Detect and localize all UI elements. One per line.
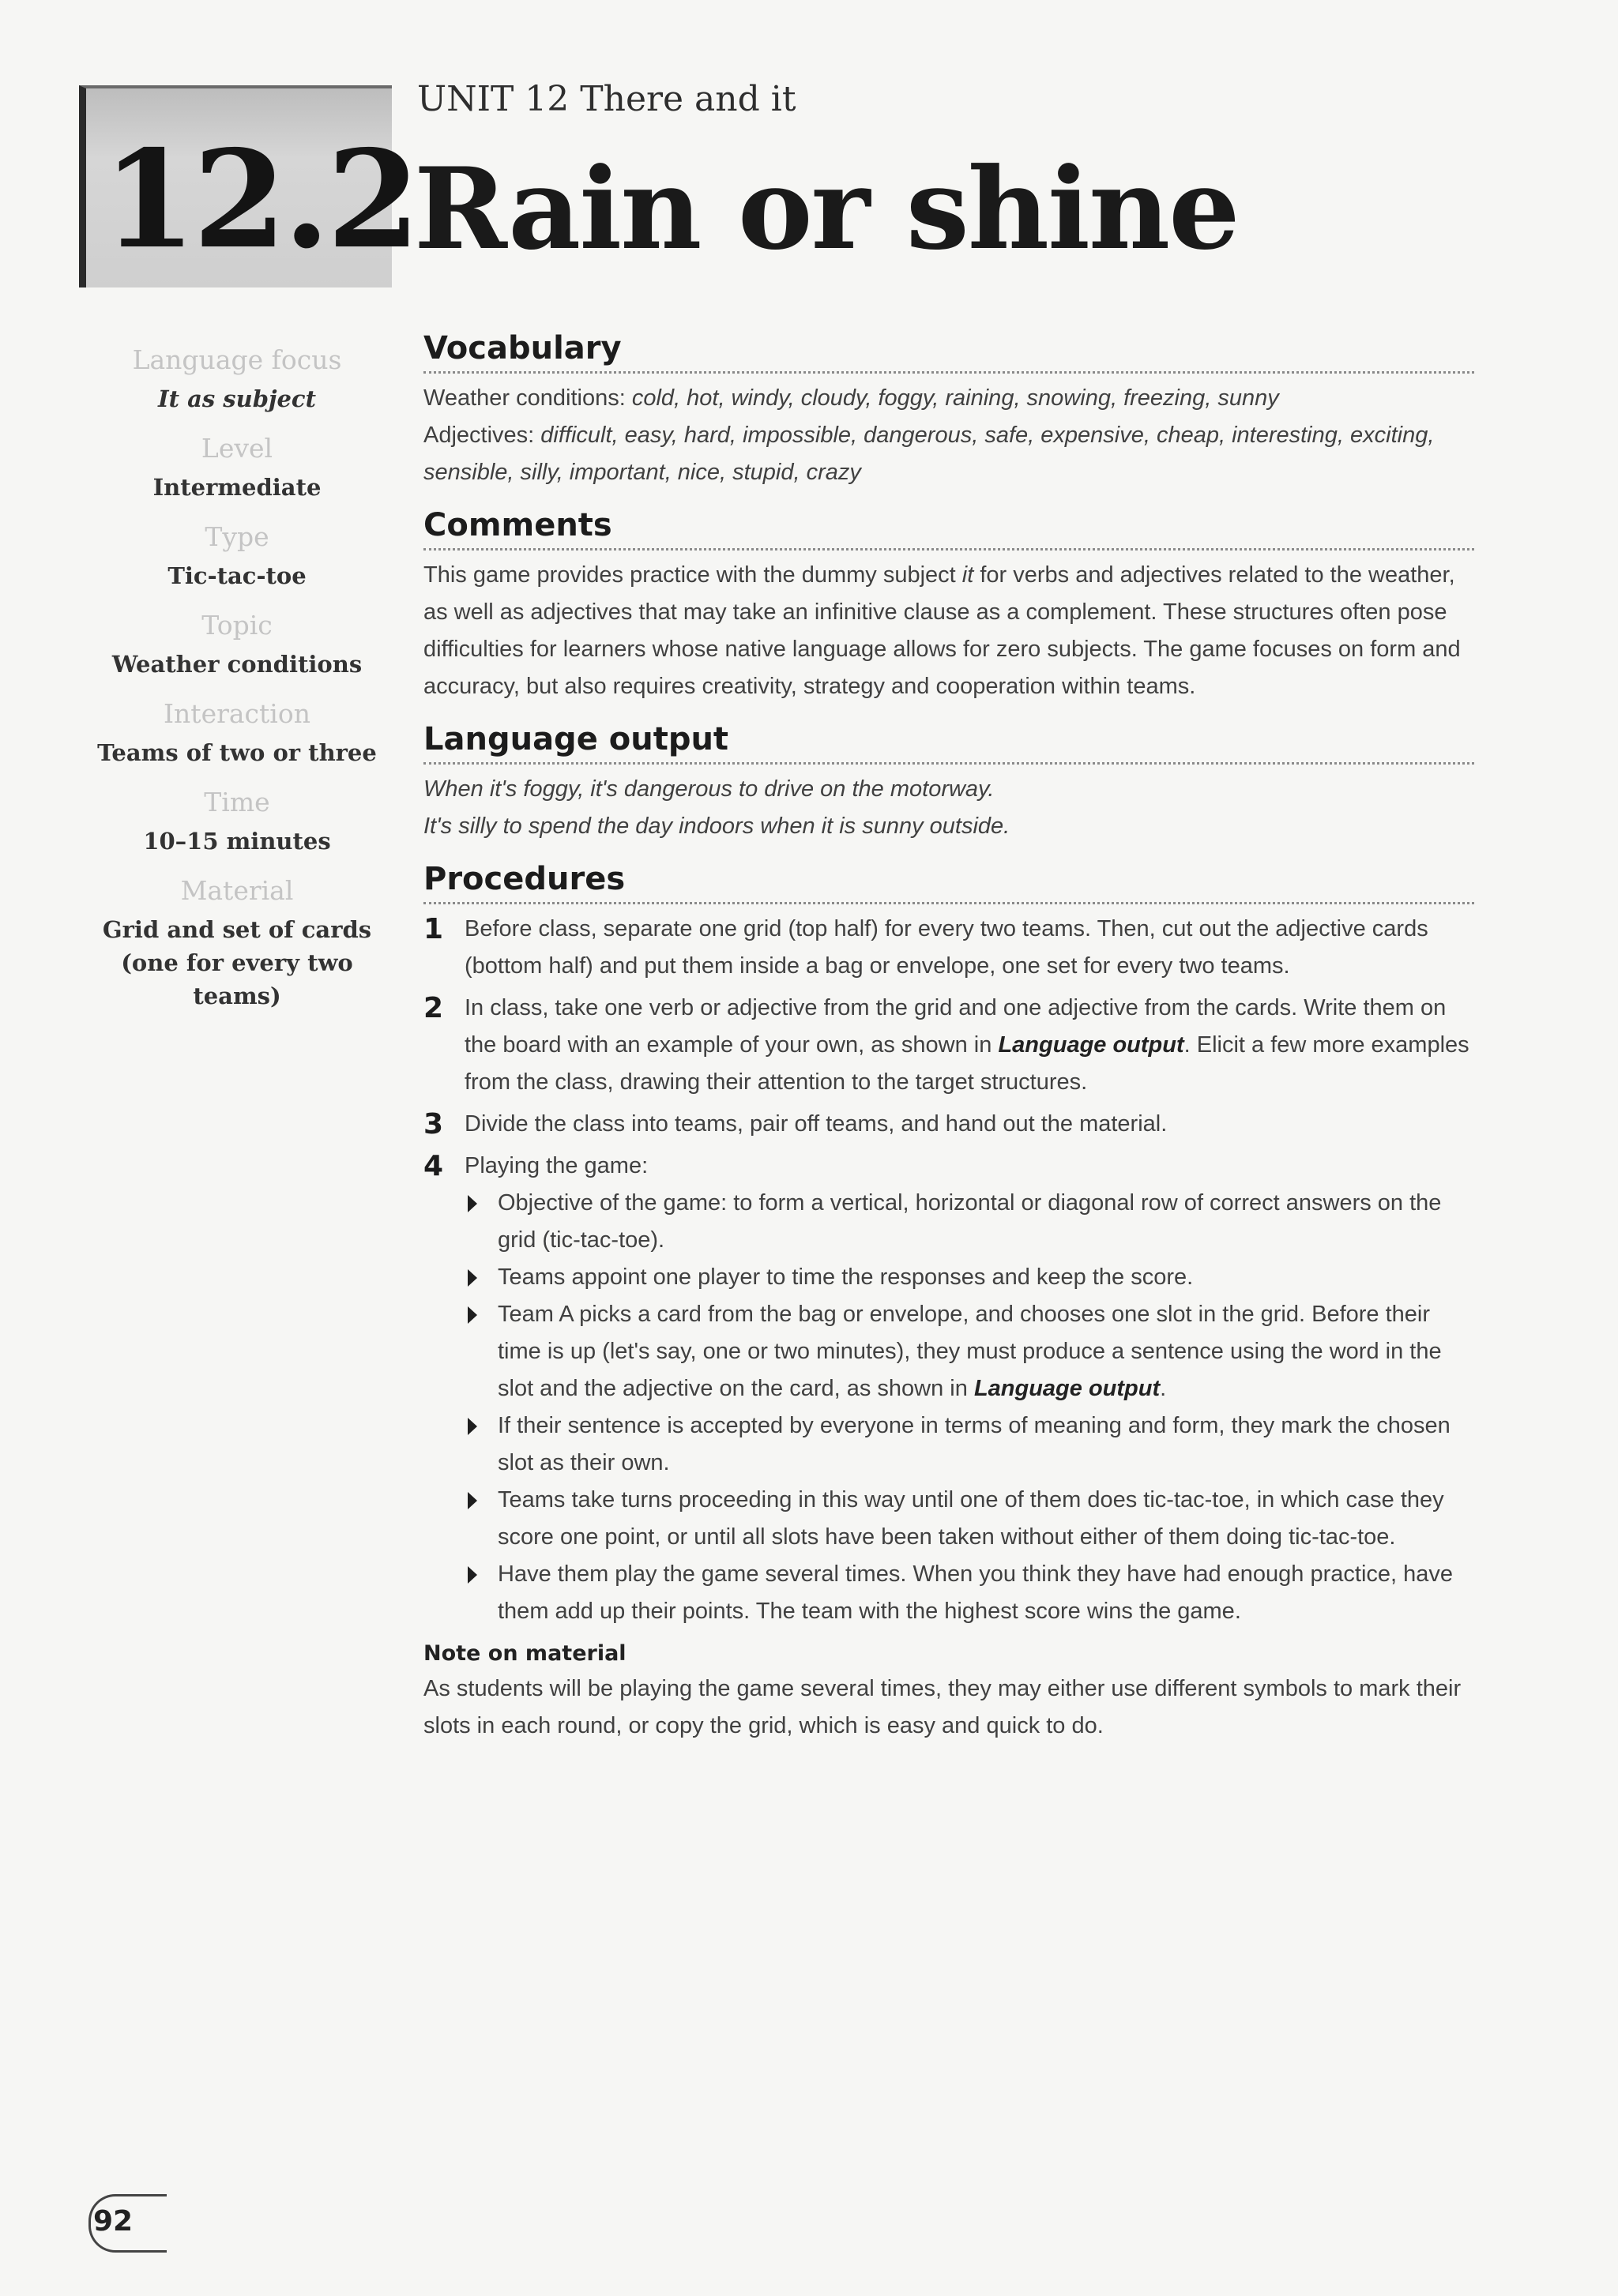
game-rule xyxy=(465,1556,1474,1630)
vocabulary-weather xyxy=(423,380,1474,417)
game-rule xyxy=(465,1407,1474,1482)
sidebar-value-time: 10–15 minutes xyxy=(143,828,331,855)
example-sentence: It's silly to spend the day indoors when it is sunny outside. xyxy=(423,814,1010,839)
info-sidebar xyxy=(85,338,389,1024)
comments-text xyxy=(423,557,1474,705)
game-rule xyxy=(465,1296,1474,1407)
main-content xyxy=(423,330,1474,1761)
triangle-bullet-icon xyxy=(468,1566,477,1584)
language-output-heading: Language output xyxy=(423,721,1474,765)
rule-text: If their sentence is accepted by everyone in terms of meaning and form, they mark the chosen slot as their own. xyxy=(498,1413,1451,1475)
procedure-step xyxy=(423,1148,1474,1630)
page-number: 92 xyxy=(93,2205,134,2238)
rule-text: Have them play the game several times. When you think they have had enough practice, have them add up their points. The team with the highest score wins the game. xyxy=(498,1561,1454,1624)
sidebar-value-interaction: Teams of two or three xyxy=(97,739,377,766)
step-text: . Elicit a few more examples from the class, drawing their attention to the target structures. xyxy=(465,1032,1469,1095)
comments-heading: Comments xyxy=(423,507,1474,551)
procedure-step xyxy=(423,1106,1474,1143)
note-heading: Note on material xyxy=(423,1641,627,1666)
step-number: 2 xyxy=(423,992,444,1024)
game-rule xyxy=(465,1482,1474,1556)
sidebar-label-topic: Topic xyxy=(201,610,273,641)
sidebar-label-time: Time xyxy=(204,787,270,817)
sidebar-label-language-focus: Language focus xyxy=(132,344,342,375)
rule-text: . xyxy=(1160,1376,1167,1401)
game-rules-list xyxy=(465,1185,1474,1630)
triangle-bullet-icon xyxy=(468,1306,477,1324)
game-rule xyxy=(465,1259,1474,1296)
rule-text: Teams take turns proceeding in this way until one of them does tic-tac-toe, in which case they score one point, or until all slots have been taken without either of them doing tic-tac-toe. xyxy=(498,1487,1444,1550)
step-text: Before class, separate one grid (top half) for every two teams. Then, cut out the adjective cards (bottom half) and put them inside a bag or envelope, one set for every two teams. xyxy=(465,916,1428,979)
triangle-bullet-icon xyxy=(468,1492,477,1509)
adjectives-words: difficult, easy, hard, impossible, dangerous, safe, expensive, cheap, interesting, exciting, sensible, silly, important, nice, stupid, crazy xyxy=(423,423,1435,485)
language-output-reference: Language output xyxy=(998,1032,1184,1058)
unit-line: UNIT 12 There and it xyxy=(417,79,796,119)
triangle-bullet-icon xyxy=(468,1195,477,1212)
procedure-steps xyxy=(423,911,1474,1630)
comments-text-part: for verbs and adjectives related to the weather, as well as adjectives that may take an infinitive clause as a complement. These structures often pose difficulties for learners whose native language allows for zero subjects. The game focuses on form and accuracy, but also requires creativity, strategy and cooperation within teams. xyxy=(423,562,1461,699)
procedures-heading: Procedures xyxy=(423,861,1474,904)
example-sentence: When it's foggy, it's dangerous to drive on the motorway. xyxy=(423,776,995,802)
sidebar-value-language-focus xyxy=(85,382,389,415)
weather-prefix: Weather conditions: xyxy=(423,385,626,411)
note-text: As students will be playing the game several times, they may either use different symbols to mark their slots in each round, or copy the grid, which is easy and quick to do. xyxy=(423,1676,1462,1738)
sidebar-value-type: Tic-tac-toe xyxy=(167,562,307,589)
sidebar-value-level: Intermediate xyxy=(152,474,322,501)
rule-text: Team A picks a card from the bag or envelope, and chooses one slot in the grid. Before their time is up (let's say, one or two minutes), they must produce a sentence using the word in the slot and the adjective on the card, as shown in xyxy=(498,1302,1442,1401)
step-number: 3 xyxy=(423,1108,444,1140)
rule-text: Teams appoint one player to time the responses and keep the score. xyxy=(498,1264,1194,1290)
procedure-step xyxy=(423,911,1474,985)
step-number: 4 xyxy=(423,1150,444,1182)
step-text: Playing the game: xyxy=(465,1153,649,1178)
rule-text: Objective of the game: to form a vertical, horizontal or diagonal row of correct answers on the grid (tic-tac-toe). xyxy=(498,1190,1442,1253)
comments-section xyxy=(423,507,1474,705)
step-text: Divide the class into teams, pair off teams, and hand out the material. xyxy=(465,1111,1168,1137)
sidebar-label-level: Level xyxy=(201,433,273,464)
sidebar-value-material: Grid and set of cards (one for every two teams) xyxy=(102,916,372,1009)
sidebar-label-type: Type xyxy=(205,521,269,552)
language-output-section xyxy=(423,721,1474,845)
sidebar-value-topic: Weather conditions xyxy=(111,651,363,678)
language-output-reference: Language output xyxy=(973,1376,1161,1401)
unit-number: 12.2 xyxy=(103,121,418,279)
comments-text-part: This game provides practice with the dummy subject xyxy=(423,562,956,588)
weather-words: cold, hot, windy, cloudy, foggy, raining, snowing, freezing, sunny xyxy=(631,385,1279,411)
page-title: Rain or shine xyxy=(414,144,1239,275)
triangle-bullet-icon xyxy=(468,1269,477,1287)
vocabulary-heading: Vocabulary xyxy=(423,330,1474,374)
step-text: In class, take one verb or adjective from the grid and one adjective from the cards. Write them on the board with an example of your own, as shown in xyxy=(465,995,1447,1058)
adjectives-prefix: Adjectives: xyxy=(423,423,535,448)
vocabulary-adjectives xyxy=(423,417,1474,491)
procedure-step xyxy=(423,990,1474,1101)
comments-text-it: it xyxy=(961,562,974,588)
step-number: 1 xyxy=(423,913,444,945)
sidebar-value-text: It as subject xyxy=(158,385,316,412)
triangle-bullet-icon xyxy=(468,1418,477,1435)
procedures-section xyxy=(423,861,1474,1745)
vocabulary-section xyxy=(423,330,1474,491)
sidebar-label-material: Material xyxy=(180,875,294,906)
sidebar-label-interaction: Interaction xyxy=(164,698,310,729)
game-rule xyxy=(465,1185,1474,1259)
